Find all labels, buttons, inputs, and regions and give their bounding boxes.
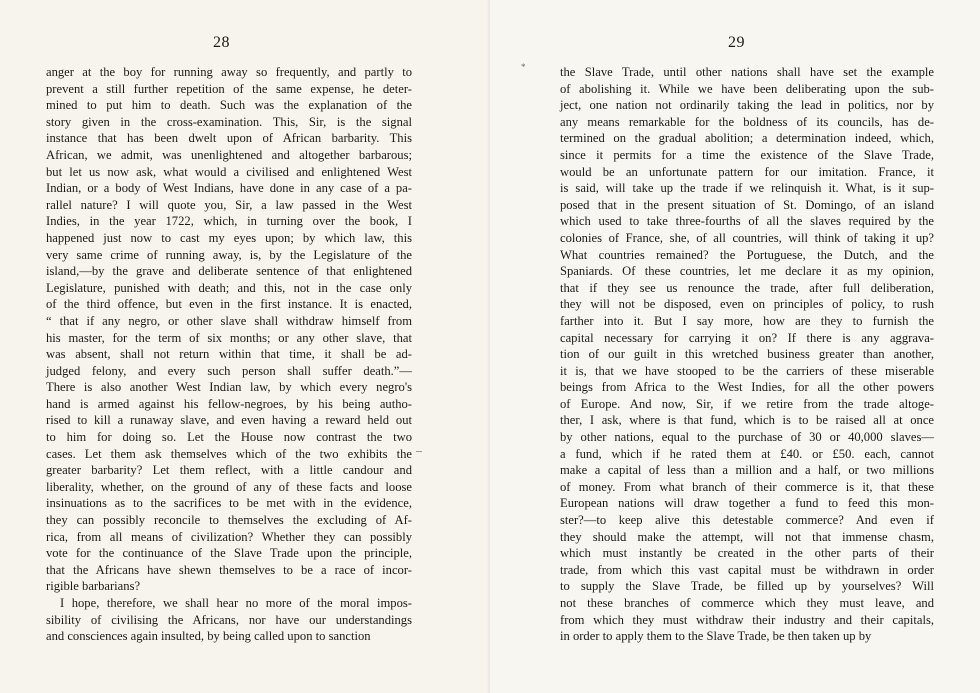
text-line: make a capital of less than a million and a half, or two millions xyxy=(560,463,934,478)
text-line: vote for the continuance of the Slave Trade upon the principle, xyxy=(46,546,412,561)
text-line: colonies of France, she, of all countries, will think of taking it up? xyxy=(560,230,934,245)
text-line: of the third offence, but even in the first instance. It is enacted, xyxy=(46,297,412,312)
text-line: of money. From what branch of their commerce is it, that these xyxy=(560,479,934,494)
text-line: What countries remained? the Portuguese, the Dutch, and the xyxy=(560,247,934,262)
text-line: insinuations as to the sacrifices to be met with in the evidence, xyxy=(46,496,412,511)
text-line: which used to take three-fourths of all the slaves required by the xyxy=(560,214,934,229)
text-line: is said, will take up the trade if we relinquish it. What, is it sup- xyxy=(560,181,934,196)
text-line: to supply the Slave Trade, be filled up by yourselves? Will xyxy=(560,579,934,594)
text-line: farther into it. But I say more, how are they to furnish the xyxy=(560,313,934,328)
text-line: Indian, or a body of West Indians, have done in any case of a pa- xyxy=(46,181,412,196)
text-line: which must instantly be created in the other parts of their xyxy=(560,546,934,561)
text-line: Indies, in the year 1722, which, in turning over the book, I xyxy=(46,214,412,229)
text-line: ject, one nation not ordinarily taking the lead in politics, nor by xyxy=(560,98,934,113)
text-line: but let us now ask, what would a civilised and enlightened West xyxy=(46,164,412,179)
text-line: would be an unfortunate pattern for our imitation. France, it xyxy=(560,164,934,179)
text-line: of abolishing it. While we have been deliberating upon the sub- xyxy=(560,81,934,96)
text-line: tion of our guilt in this wretched business greater than another, xyxy=(560,347,934,362)
text-line: and consciences again insulted, by being called upon to sanction xyxy=(46,629,371,644)
left-page-text xyxy=(46,64,412,645)
text-line: they should make the attempt, will not that immense chasm, xyxy=(560,529,934,544)
text-line: judged felony, and every such person shall suffer death.”— xyxy=(46,363,412,378)
text-line: the Slave Trade, until other nations shall have set the example xyxy=(560,65,934,79)
margin-mark xyxy=(416,451,422,452)
left-page-number: 28 xyxy=(213,34,230,51)
text-line: ster?—to keep alive this detestable commerce? And even if xyxy=(560,513,934,528)
text-line: island,—by the grave and deliberate sentence of that enlightened xyxy=(46,264,412,279)
text-line: “ that if any negro, or other slave shall withdraw himself from xyxy=(46,313,412,328)
text-line: cases. Let them ask themselves which of the two exhibits the xyxy=(46,446,412,461)
text-line: was absent, shall not return within that time, it shall be ad- xyxy=(46,347,412,362)
text-line: termined on the gradual abolition; a determination indeed, which, xyxy=(560,131,934,146)
text-line: trade, from which this vast capital must be withdrawn in order xyxy=(560,562,934,577)
text-line: not these branches of commerce which they must leave, and xyxy=(560,596,934,610)
text-line: African, we admit, was unenlightened and altogether barbarous; xyxy=(46,147,412,162)
right-page xyxy=(490,0,980,693)
text-line: Spaniards. Of these countries, let me declare it as my opinion, xyxy=(560,264,934,279)
text-line: his master, for the term of six months; or any other slave, that xyxy=(46,330,412,345)
text-line: to him for doing so. Let the House now contrast the two xyxy=(46,430,412,445)
text-line: liberality, whether, on the ground of any of these facts and loose xyxy=(46,479,412,494)
text-line: by other nations, equal to the purchase of 30 or 40,000 slaves— xyxy=(560,430,934,445)
text-line: that the Africans have shewn themselves to be a race of incor- xyxy=(46,562,412,577)
text-line: hand is armed against his fellow-negroes, by his being autho- xyxy=(46,396,412,411)
text-line: that if they see us renounce the trade, after full deliberation, xyxy=(560,280,934,295)
text-line: European nations will draw together a fund to feed this mon- xyxy=(560,496,934,511)
right-page-number: 29 xyxy=(728,34,745,51)
text-line: posed that in the present situation of St. Domingo, of an island xyxy=(560,197,934,212)
text-line: beings from Africa to the West Indies, for all the other powers xyxy=(560,380,934,395)
text-line: of Europe. And now, Sir, if we retire from the trade altoge- xyxy=(560,396,934,411)
text-line: any means remarkable for the boldness of its councils, has de- xyxy=(560,114,934,129)
text-line: it is, that we have stooped to be the carriers of these miserable xyxy=(560,363,934,378)
text-line: I hope, therefore, we shall hear no more of the moral impos- xyxy=(60,596,412,610)
text-line: prevent a still further repetition of the same expense, he deter- xyxy=(46,81,412,96)
text-line: ther, I ask, where is that fund, which is to be raised all at once xyxy=(560,413,934,428)
right-page-text xyxy=(560,64,934,645)
text-line: mined to put him to death. Such was the explanation of the xyxy=(46,98,412,113)
print-mark: * xyxy=(521,62,526,72)
text-line: story given in the cross-examination. This, Sir, is the signal xyxy=(46,114,412,129)
text-line: rica, from all means of civilization? Whether they can possibly xyxy=(46,529,412,544)
text-line: since it permits for a time the existence of the Slave Trade, xyxy=(560,147,934,162)
text-line: instance that has been dwelt upon of African barbarity. This xyxy=(46,131,412,146)
text-line: in order to apply them to the Slave Trade, be then taken up by xyxy=(560,629,872,644)
text-line: from which they must withdraw their industry and their capitals, xyxy=(560,612,934,627)
text-line: rallel nature? I will quote you, Sir, a law passed in the West xyxy=(46,197,412,212)
text-line: very same crime of running away, is, by the Legislature of the xyxy=(46,247,412,262)
text-line: capital necessary for carrying it on? If there is any aggrava- xyxy=(560,330,934,345)
text-line: Legislature, punished with death; and this, not in the case only xyxy=(46,280,412,295)
text-line: they can possibly reconcile to themselves the excluding of Af- xyxy=(46,513,412,528)
text-line: they will not be disposed, even on principles of policy, to rush xyxy=(560,297,934,312)
text-line: greater barbarity? Let them reflect, with a little candour and xyxy=(46,463,412,478)
text-line: rigible barbarians? xyxy=(46,579,141,594)
text-line: There is also another West Indian law, by which every negro's xyxy=(46,380,412,395)
text-line: a fund, which if he rated them at £40. or £50. each, cannot xyxy=(560,446,934,461)
text-line: anger at the boy for running away so frequently, and partly to xyxy=(46,65,412,79)
text-line: happened just now to cast my eyes upon; by which law, this xyxy=(46,230,412,245)
text-line: rised to kill a runaway slave, and even having a reward held out xyxy=(46,413,412,428)
text-line: sibility of civilising the Africans, nor have our understandings xyxy=(46,612,412,627)
